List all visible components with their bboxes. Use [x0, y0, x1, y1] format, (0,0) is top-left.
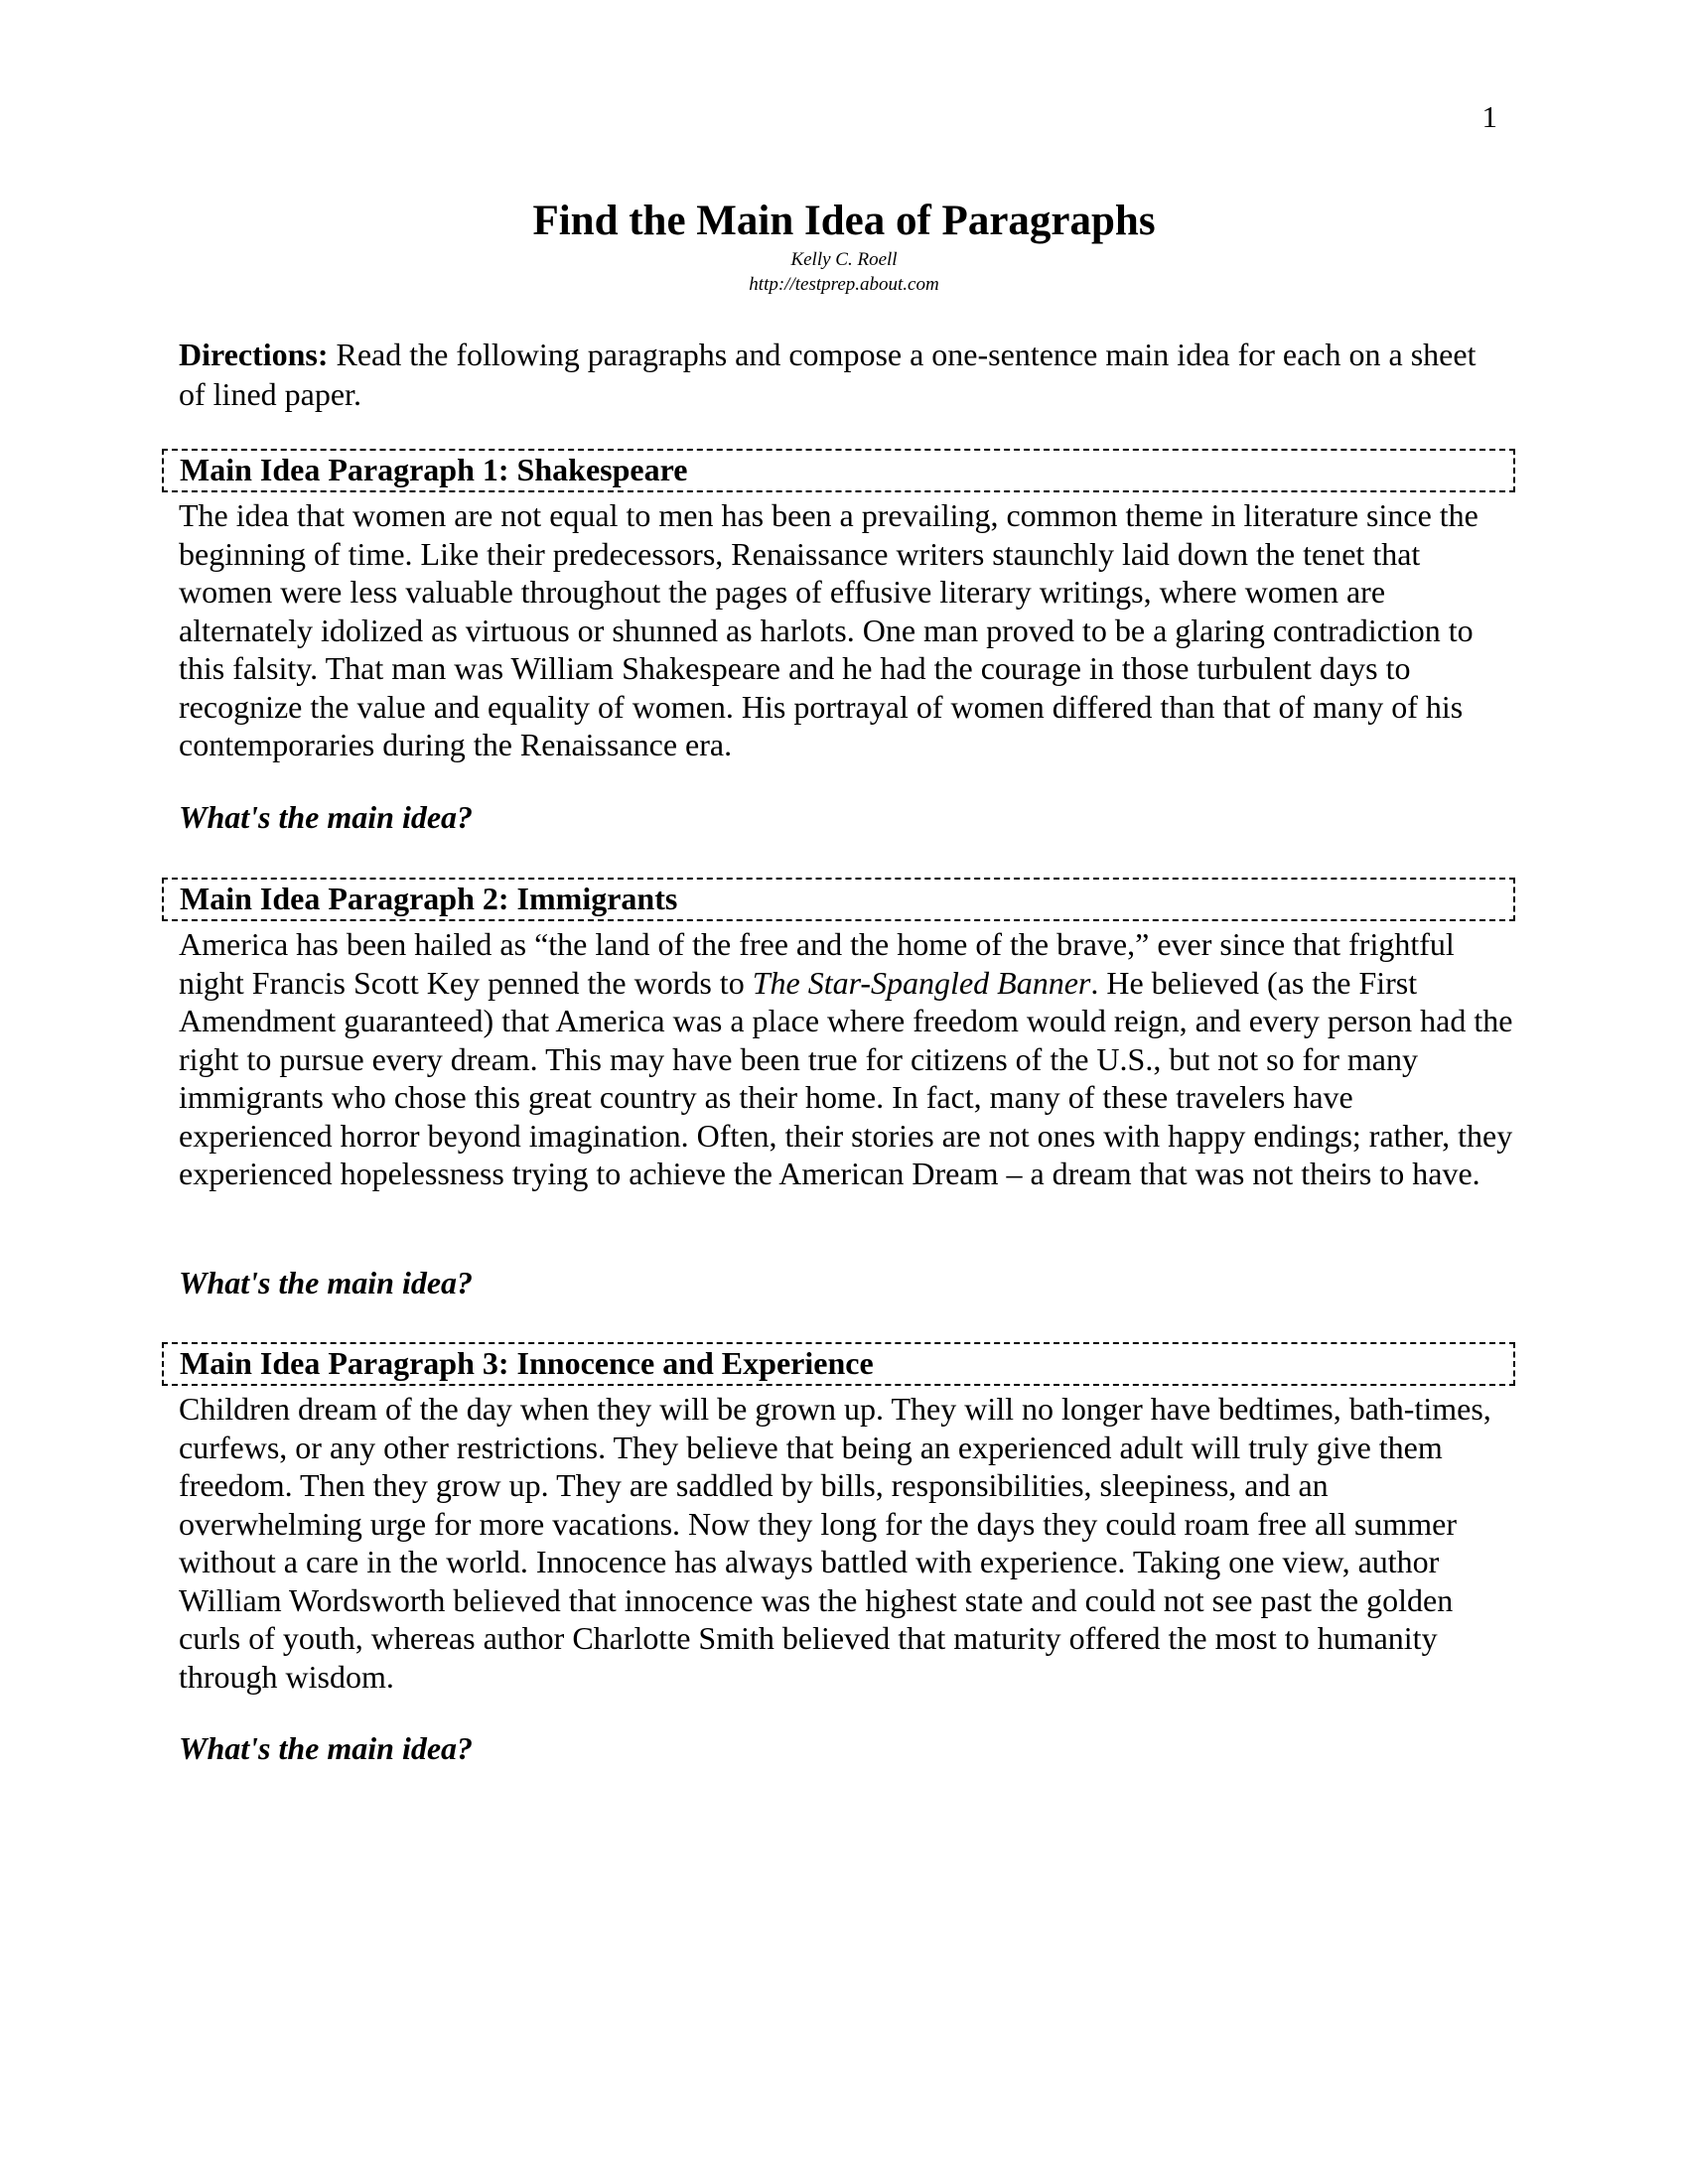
section-3-title: Main Idea Paragraph 3: Innocence and Experience [180, 1345, 874, 1381]
section-3-header [162, 1342, 1515, 1386]
section-3-paragraph: Children dream of the day when they will be grown up. They will no longer have bedtimes, bath-times, curfews, or any other restrictions. They believe that being an experienced adult will truly give them freedom. Then they grow up. They are saddled by bills, responsibilities, sleepiness, and an overwhelming urge for more vacations. Now they long for the days they could roam free all summer without a care in the world. Innocence has always battled with experience. Taking one view, author William Wordsworth believed that innocence was the highest state and could not see past the golden curls of youth, whereas author Charlotte Smith believed that maturity offered the most to humanity through wisdom. [179, 1391, 1491, 1695]
section-2-question: What's the main idea? [179, 1265, 474, 1300]
section-2-text-after: . He believed (as the First Amendment guaranteed) that America was a place where freedom would reign, and every person had the right to pursue every dream. This may have been true for citizens of the U.S., but not so for many immigrants who chose this great country as their home. In fact, many of these travelers have experienced horror beyond imagination. Often, their stories are not ones with happy endings; rather, they experienced hopelessness trying to achieve the American Dream – a dream that was not theirs to have. [179, 964, 1513, 1191]
section-1-question: What's the main idea? [179, 799, 474, 835]
section-2-text-before: America has been hailed as “the land of the free and the home of the brave,” ever since that frightful night Francis Scott Key penned the words to [179, 926, 1455, 1001]
page-title: Find the Main Idea of Paragraphs [532, 198, 1156, 244]
section-2-paragraph [179, 925, 1514, 1193]
section-2-anthem-title: The Star-Spangled Banner [752, 964, 1091, 1001]
page-number: 1 [1481, 99, 1497, 134]
section-1-title: Main Idea Paragraph 1: Shakespeare [180, 452, 688, 487]
section-2-header [162, 878, 1515, 921]
directions [179, 335, 1509, 414]
section-1-header [162, 449, 1515, 492]
source-url: http://testprep.about.com [749, 274, 939, 295]
directions-text: Read the following paragraphs and compose a one-sentence main idea for each on a sheet of lined paper. [179, 337, 1477, 412]
section-3-question: What's the main idea? [179, 1730, 474, 1766]
author-name: Kelly C. Roell [790, 249, 898, 270]
section-2-title: Main Idea Paragraph 2: Immigrants [180, 881, 678, 916]
directions-label: Directions: [179, 337, 329, 372]
section-1-paragraph: The idea that women are not equal to men has been a prevailing, common theme in literature since the beginning of time. Like their predecessors, Renaissance writers staunchly laid down the tenet that women were less valuable throughout the pages of effusive literary writings, where women are alternately idolized as virtuous or shunned as harlots. One man proved to be a glaring contradiction to this falsity. That man was William Shakespeare and he had the courage in those turbulent days to recognize the value and equality of women. His portrayal of women differed than that of many of his contemporaries during the Renaissance era. [179, 497, 1478, 762]
